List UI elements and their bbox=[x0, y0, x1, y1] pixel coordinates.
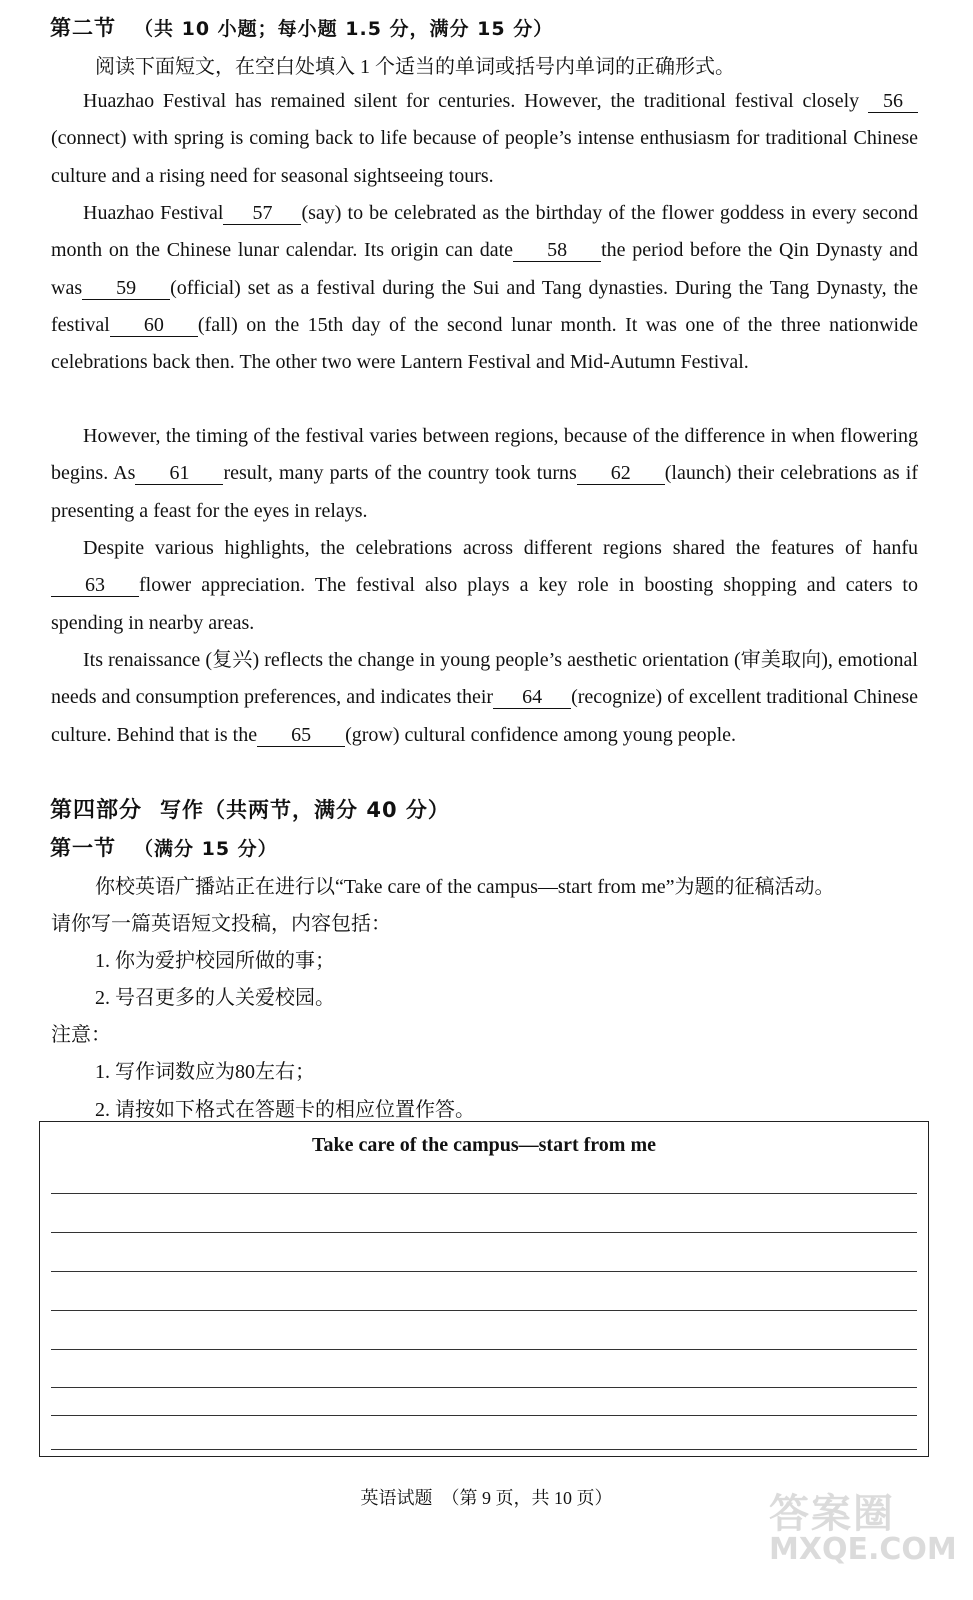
text-run: (fall) on the 15th day of the second lunar month. It was one of the three nationwide celebrations back then. The other two were Lantern Festival and Mid-Autumn Festival. bbox=[51, 313, 918, 374]
text-run: Its renaissance (复兴) reflects the change in young people’s aesthetic orientation (审美取向), emotional needs and consumption preferences, and indicates their bbox=[51, 649, 918, 709]
blank-63[interactable]: 63 bbox=[51, 574, 139, 597]
section1-note: （满分 15 分） bbox=[134, 838, 278, 860]
writing-line[interactable] bbox=[51, 1193, 917, 1194]
writing-line[interactable] bbox=[51, 1387, 917, 1388]
note-item-1: 1. 写作词数应为80左右； bbox=[95, 1061, 315, 1083]
content-item-1: 1. 你为爱护校园所做的事； bbox=[95, 950, 335, 972]
answer-box-title: Take care of the campus—start from me bbox=[311, 1134, 656, 1156]
section2-heading bbox=[50, 12, 553, 42]
blank-58[interactable]: 58 bbox=[513, 239, 601, 262]
text-run: flower appreciation. The festival also plays a key role in boosting shopping and caters to spending in nearby areas. bbox=[51, 574, 918, 634]
passage-paragraph-5 bbox=[51, 642, 918, 754]
writing-prompt-line-1: 你校英语广播站正在进行以“Take care of the campus—start from me”为题的征稿活动。 bbox=[95, 876, 835, 898]
writing-line[interactable] bbox=[51, 1449, 917, 1450]
watermark-url: MXQE.COM bbox=[769, 1532, 957, 1567]
blank-64[interactable]: 64 bbox=[493, 686, 571, 709]
blank-60[interactable]: 60 bbox=[110, 314, 198, 337]
writing-line[interactable] bbox=[51, 1349, 917, 1350]
passage-paragraph-3 bbox=[51, 418, 918, 530]
text-run: (recognize) of excellent traditional Chinese culture. Behind that is the bbox=[51, 686, 918, 746]
passage-paragraph-1 bbox=[51, 83, 918, 195]
part4-title: 第四部分 bbox=[50, 798, 143, 823]
writing-line[interactable] bbox=[51, 1415, 917, 1416]
text-run: (say) to be celebrated as the birthday of the flower goddess in every second month on the Chinese lunar calendar. Its origin can date bbox=[51, 202, 919, 262]
blank-65[interactable]: 65 bbox=[257, 724, 345, 747]
text-run: (launch) their celebrations as if presenting a feast for the eyes in relays. bbox=[51, 462, 919, 522]
text-run: Despite various highlights, the celebrations across different regions shared the features of hanfu bbox=[83, 537, 918, 559]
section2-note: （共 10 小题；每小题 1.5 分，满分 15 分） bbox=[134, 18, 554, 40]
blank-56[interactable]: 56 bbox=[868, 90, 918, 113]
text-run: result, many parts of the country took turns bbox=[223, 462, 577, 485]
text-run: (official) set as a festival during the Sui and Tang dynasties. During the Tang Dynasty, the festival bbox=[51, 276, 918, 336]
text-run: However, the timing of the festival varies between regions, because of the difference in when flowering begins. As bbox=[51, 425, 918, 485]
passage-paragraph-2 bbox=[51, 195, 918, 381]
writing-line[interactable] bbox=[51, 1271, 917, 1272]
writing-prompt-line-2: 请你写一篇英语短文投稿，内容包括： bbox=[51, 913, 391, 935]
content-item-2: 2. 号召更多的人关爱校园。 bbox=[95, 987, 335, 1009]
part4-name: 写作（共两节，满分 40 分） bbox=[160, 798, 450, 822]
text-run: the period before the Qin Dynasty and was bbox=[51, 239, 918, 299]
section1-heading bbox=[50, 832, 278, 862]
text-run: Huazhao Festival has remained silent for centuries. However, the traditional festival closely bbox=[83, 90, 868, 112]
part4-heading bbox=[50, 793, 450, 824]
note-item-2: 2. 请按如下格式在答题卡的相应位置作答。 bbox=[95, 1099, 475, 1121]
page-footer: 英语试题 （第 9 页，共 10 页） bbox=[360, 1488, 613, 1508]
notes-label: 注意： bbox=[51, 1024, 111, 1046]
writing-line[interactable] bbox=[51, 1232, 917, 1233]
section2-instruction: 阅读下面短文，在空白处填入 1 个适当的单词或括号内单词的正确形式。 bbox=[95, 56, 735, 78]
answer-box[interactable] bbox=[39, 1121, 929, 1457]
watermark-text: 答案圈 bbox=[769, 1491, 895, 1537]
section2-title: 第二节 bbox=[50, 16, 116, 40]
text-run: (grow) cultural confidence among young people. bbox=[345, 723, 737, 746]
writing-line[interactable] bbox=[51, 1310, 917, 1311]
section1-title: 第一节 bbox=[50, 836, 116, 860]
text-run: (connect) with spring is coming back to life because of people’s intense enthusiasm for traditional Chinese culture and a rising need for seasonal sightseeing tours. bbox=[51, 127, 918, 187]
blank-62[interactable]: 62 bbox=[577, 462, 665, 485]
blank-57[interactable]: 57 bbox=[223, 202, 301, 225]
watermark-logo bbox=[769, 1482, 959, 1582]
blank-59[interactable]: 59 bbox=[82, 277, 170, 300]
text-run: Huazhao Festival bbox=[83, 202, 224, 224]
passage-paragraph-4 bbox=[51, 530, 918, 642]
blank-61[interactable]: 61 bbox=[135, 462, 223, 485]
